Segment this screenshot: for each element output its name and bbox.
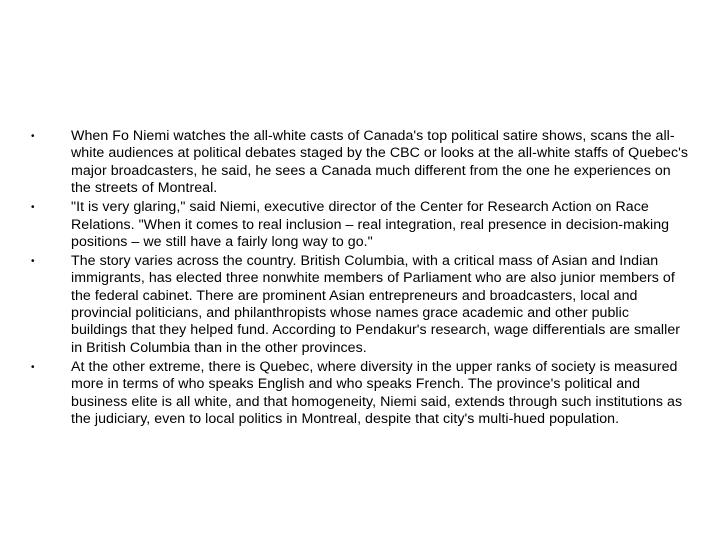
bullet-list (28, 128, 688, 430)
bullet-item-1 (28, 128, 688, 198)
bullet-text: At the other extreme, there is Quebec, where diversity in the upper ranks of society is measured more in terms of who speaks English and who speaks French. The province's political and business elite is all white, and that homogeneity, Niemi said, extends through such institutions as the judiciary, even to local politics in Montreal, despite that city's multi-hued population. (71, 358, 683, 427)
bullet-item-3 (28, 253, 688, 357)
bullet-text: The story varies across the country. British Columbia, with a critical mass of Asian and Indian immigrants, has elected three nonwhite members of Parliament who are also junior members of the federal cabinet. There are prominent Asian entrepreneurs and broadcasters, local and provincial politicians, and philanthropists whose names grace academic and other public buildings that they helped fund. According to Pendakur's research, wage differentials are smaller in British Columbia than in the other provinces. (71, 252, 681, 356)
bullet-icon: • (31, 131, 35, 142)
bullet-icon: • (31, 255, 35, 267)
bullet-text: When Fo Niemi watches the all-white casts of Canada's top political satire shows, scans the all-white audiences at political debates staged by the CBC or looks at the all-white staffs of Quebec's major broadcasters, he said, he sees a Canada much different from the one he experiences on the streets of Montreal. (71, 128, 689, 197)
bullet-icon: • (31, 361, 35, 373)
bullet-item-2 (28, 199, 688, 251)
bullet-text: "It is very glaring," said Niemi, executive director of the Center for Research Action on Race Relations. "When it comes to real inclusion – real integration, real presence in decision-making positions – we still have a fairly long way to go." (71, 199, 670, 250)
bullet-icon: • (31, 202, 35, 214)
bullet-item-4 (28, 359, 688, 429)
